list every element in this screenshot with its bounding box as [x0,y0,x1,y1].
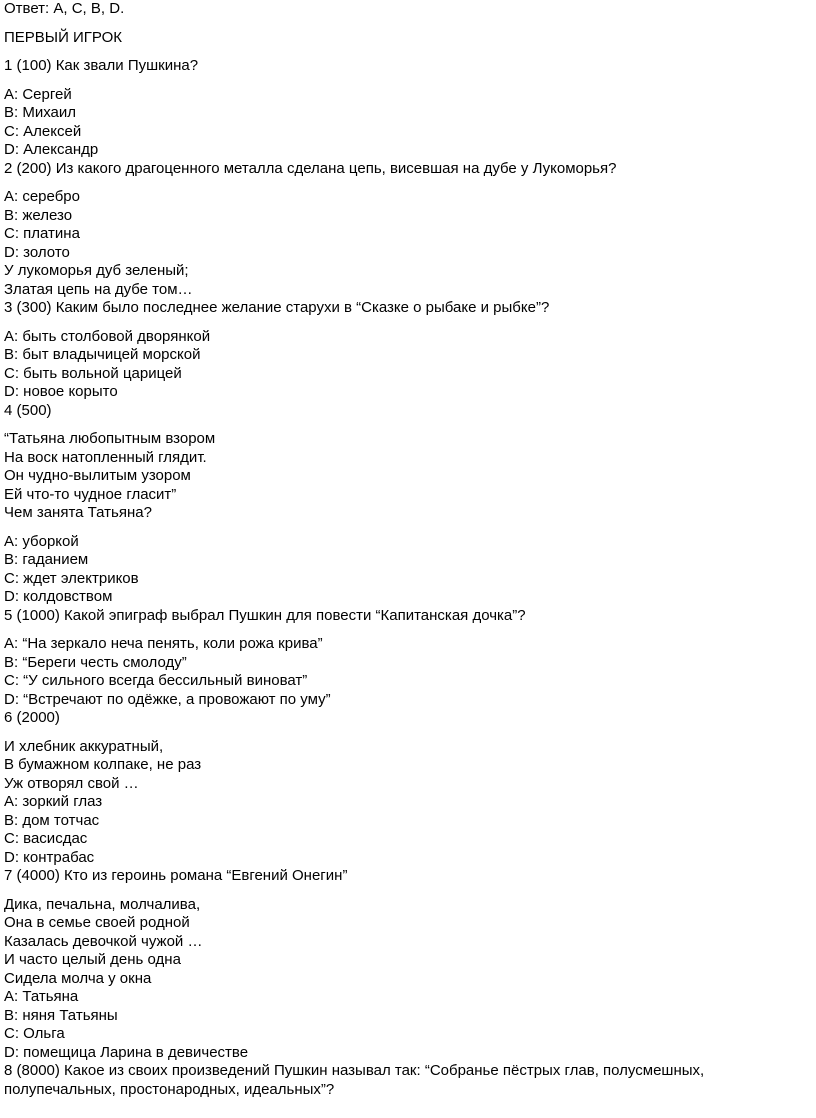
text-line: D: Александр [4,141,99,158]
text-line: C: “У сильного всегда бессильный виноват” [4,672,308,689]
paragraph-spacer [4,523,804,533]
text-line: Златая цепь на дубе том… [4,280,193,298]
text-line: C: платина [4,225,80,242]
text-line: 4 (500) [4,401,52,419]
text-line: ПЕРВЫЙ ИГРОК [4,28,123,46]
text-line: У лукоморья дуб зеленый; [4,262,189,279]
paragraph-spacer [4,886,804,896]
paragraph-spacer [4,420,804,430]
paragraph-spacer [4,178,804,188]
text-line: 1 (100) Как звали Пушкина? [4,57,199,74]
paragraph-spacer [4,728,804,738]
text-line: Уж отворял свой … [4,774,139,792]
text-line: В бумажном колпаке, не раз [4,756,202,773]
text-line: C: быть вольной царицей [4,364,182,382]
text-line: Она в семье своей родной [4,914,190,931]
text-line: A: уборкой [4,532,79,550]
text-line: B: няня Татьяны [4,1006,118,1024]
text-line: A: быть столбовой дворянкой [4,327,211,345]
document-body [4,0,804,1099]
text-line: D: новое корыто [4,383,118,400]
paragraph-spacer [4,76,804,86]
text-line: C: васисдас [4,830,88,847]
text-line: B: Михаил [4,104,77,121]
text-line: A: серебро [4,188,80,205]
text-line: C: Алексей [4,122,82,140]
text-line: D: “Встречают по одёжке, а провожают по уму” [4,690,331,708]
text-line: C: ждет электриков [4,569,139,587]
text-line: C: Ольга [4,1025,65,1042]
text-line: Казалась девочкой чужой … [4,932,203,950]
paragraph-spacer [4,19,804,29]
text-line: A: Сергей [4,85,72,103]
text-line: На воск натопленный глядит. [4,448,207,466]
paragraph-spacer [4,318,804,328]
text-line: D: колдовством [4,588,113,605]
text-line: B: “Береги честь смолоду” [4,653,187,671]
text-line: Он чудно-вылитым узором [4,467,191,484]
text-line: 7 (4000) Кто из героинь романа “Евгений Онегин” [4,867,348,884]
text-line: 3 (300) Каким было последнее желание старухи в “Сказке о рыбаке и рыбке”? [4,299,550,316]
text-line: A: “На зеркало неча пенять, коли рожа крива” [4,635,323,652]
text-line: A: Татьяна [4,988,79,1005]
text-line: И хлебник аккуратный, [4,737,164,755]
text-line: И часто целый день одна [4,951,181,968]
text-line: Сидела молча у окна [4,969,152,987]
text-line: B: железо [4,206,73,224]
paragraph-spacer [4,625,804,635]
text-line: D: контрабас [4,848,95,866]
text-line: Ответ: A, C, B, D. [4,0,125,17]
text-line: Ей что-то чудное гласит” [4,485,177,503]
text-line: D: золото [4,243,70,261]
text-line: D: помещица Ларина в девичестве [4,1043,249,1061]
text-line: B: быт владычицей морской [4,346,201,363]
paragraph-spacer [4,47,804,57]
text-line: Дика, печальна, молчалива, [4,895,201,913]
text-line: “Татьяна любопытным взором [4,430,216,447]
text-line: 5 (1000) Какой эпиграф выбрал Пушкин для повести “Капитанская дочка”? [4,606,526,624]
text-line: 2 (200) Из какого драгоценного металла сделана цепь, висевшая на дубе у Лукоморья? [4,159,617,177]
text-line: Чем занята Татьяна? [4,504,152,521]
text-line: B: гаданием [4,551,89,568]
text-line: 8 (8000) Какое из своих произведений Пушкин называл так: “Собранье пёстрых глав, полусмешных, полупечальных, простонародных, идеальных”? [4,1062,705,1098]
text-line: B: дом тотчас [4,811,100,829]
text-line: A: зоркий глаз [4,793,103,810]
text-line: 6 (2000) [4,709,60,726]
